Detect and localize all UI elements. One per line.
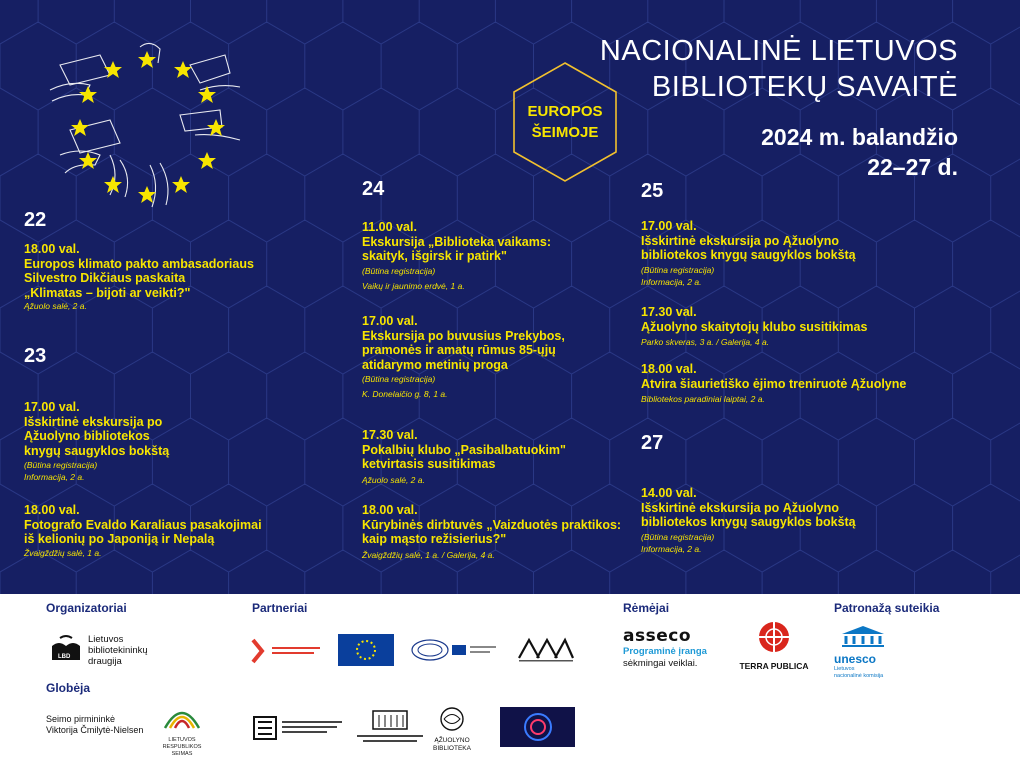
badge-text (510, 101, 620, 143)
event-location: Ąžuolo salė, 2 a. (24, 301, 87, 311)
event-time: 18.00 val. (24, 242, 80, 256)
event-23-1700 (24, 400, 324, 483)
day-27: 27 (641, 432, 664, 454)
azuolyno-circle-icon (432, 706, 472, 732)
event-title: Ekskursija „Biblioteka vaikams: skaityk, išgirsk ir patirk" (362, 234, 551, 263)
event-location: Žvaigždžių salė, 1 a. / Galerija, 4 a. (362, 549, 495, 560)
event-title: Fotografo Evaldo Karaliaus pasakojimai iš kelionių po Japoniją ir Nepalą (24, 517, 262, 546)
event-24-1100 (362, 220, 632, 292)
unesco-name: unesco (834, 652, 877, 666)
lnb-logo (355, 709, 425, 747)
night-event-image (500, 707, 575, 747)
event-location: Žvaigždžių salė, 1 a. (24, 547, 102, 558)
section-guardian: Globėja (46, 681, 91, 695)
day-24: 24 (362, 178, 385, 200)
event-22-1800 (24, 242, 324, 312)
section-sponsors: Rėmėjai (623, 601, 670, 615)
terra-globe-icon (757, 620, 791, 654)
seimas-person: Seimo pirmininkė Viktorija Čmilytė-Nielsen (46, 714, 144, 735)
seimas-label: LIETUVOS RESPUBLIKOS SEIMAS (162, 737, 202, 757)
event-title: Išskirtinė ekskursija po Ąžuolyno bibliotekos knygų saugyklos bokštą (24, 414, 170, 458)
lt-ministry-culture-logo (250, 637, 325, 665)
event-registration: (Būtina registracija) (362, 374, 436, 384)
unesco-logo (834, 624, 904, 679)
event-title: Išskirtinė ekskursija po Ąžuolyno bibliotekos knygų saugyklos bokštą (641, 233, 856, 262)
event-registration: (Būtina registracija) (641, 264, 715, 275)
event-title: Ekskursija po buvusius Prekybos, pramonės ir amatų rūmus 85-ųjų atidarymo metinių proga (362, 328, 565, 372)
event-time: 18.00 val. (362, 503, 418, 517)
lbd-logo (50, 632, 82, 664)
event-title: Atvira šiaurietiško ėjimo treniruotė Ąžuolyne (641, 376, 907, 391)
seimas-logo (152, 702, 212, 758)
event-location: Informacija, 2 a. (641, 543, 702, 554)
azuolyno-logo (432, 706, 472, 752)
eu-stars-hands-illustration (40, 35, 250, 215)
event-24-1730 (362, 428, 632, 486)
parliament-icon (410, 636, 500, 664)
event-location: Ąžuolo salė, 2 a. (362, 474, 425, 485)
event-title: Ąžuolyno skaitytojų klubo susitikimas (641, 319, 868, 334)
seimas-emblem-icon (161, 702, 203, 732)
sponsors-footer (0, 594, 1020, 765)
event-time: 17.00 val. (24, 400, 80, 414)
event-registration: (Būtina registracija) (641, 531, 715, 542)
date-line2: 22–27 d. (867, 154, 958, 180)
section-patron: Patronažą suteikia (834, 601, 940, 615)
terra-publica-logo (736, 620, 812, 671)
event-title: Pokalbių klubo „Pasibalbatuokim" ketvirtasis susitikimas (362, 442, 566, 471)
event-title: Išskirtinė ekskursija po Ąžuolyno bibliotekos knygų saugyklos bokštą (641, 500, 856, 529)
event-25-1730 (641, 305, 961, 348)
unesco-temple-icon (834, 624, 892, 648)
eu-flag-icon (338, 634, 394, 666)
badge-line2: ŠEIMOJE (531, 124, 599, 141)
asseco-logo (623, 626, 723, 670)
event-registration: (Būtina registracija) (24, 460, 98, 470)
badge-line1: EUROPOS (527, 103, 603, 120)
anka-mark-icon (515, 636, 575, 664)
azuolyno-label: ĄŽUOLYNO BIBLIOTEKA (433, 737, 471, 752)
day-23: 23 (24, 345, 47, 367)
neon-face-icon (500, 707, 575, 747)
event-time: 17.00 val. (641, 219, 697, 233)
event-location: Bibliotekos paradiniai laiptai, 2 a. (641, 394, 765, 404)
event-location: Vaikų ir jaunimo erdvė, 1 a. (362, 280, 465, 291)
event-title: Europos klimato pakto ambasadoriaus Silvestro Dikčiaus paskaita „Klimatas – bijoti ar veikti?" (24, 256, 254, 300)
event-title: Kūrybinės dirbtuvės „Vaizduotės praktikos: kaip mąsto režisierius?" (362, 517, 622, 546)
eu-parliament-logo (410, 636, 500, 664)
event-location: Parko skveras, 3 a. / Galerija, 4 a. (641, 337, 770, 347)
event-25-1800 (641, 362, 971, 405)
eu-commission-logo (338, 634, 394, 666)
event-time: 14.00 val. (641, 486, 697, 500)
event-location: Informacija, 2 a. (24, 472, 85, 482)
title-line1: NACIONALINĖ LIETUVOS (599, 35, 958, 67)
day-25: 25 (641, 180, 664, 202)
event-time: 18.00 val. (641, 362, 697, 376)
event-location: K. Donelaičio g. 8, 1 a. (362, 389, 448, 399)
event-location: Informacija, 2 a. (641, 276, 702, 287)
event-25-1700 (641, 219, 961, 288)
date-line1: 2024 m. balandžio (761, 124, 958, 150)
event-24-1700 (362, 314, 632, 400)
asseco-tag1: Programinė įranga (623, 646, 707, 657)
event-time: 17.30 val. (362, 428, 418, 442)
terra-label: TERRA PUBLICA (739, 661, 809, 671)
lsvb-logo (252, 712, 347, 742)
anka-logo (515, 636, 575, 664)
event-time: 11.00 val. (362, 220, 417, 234)
lsvb-mark-icon (252, 712, 347, 742)
title-line2: BIBLIOTEKŲ SAVAITĖ (651, 71, 958, 103)
ministry-mark-icon (250, 637, 325, 665)
event-time: 17.30 val. (641, 305, 697, 319)
event-registration: (Būtina registracija) (362, 265, 436, 276)
asseco-name: asseco (623, 626, 691, 646)
event-time: 18.00 val. (24, 503, 80, 517)
lnb-building-icon (355, 709, 425, 747)
unesco-sub: Lietuvos nacionalinė komisija (834, 666, 884, 679)
section-organizers: Organizatoriai (46, 601, 127, 615)
day-22: 22 (24, 209, 47, 231)
event-27-1400 (641, 486, 961, 555)
section-partners: Partneriai (252, 601, 308, 615)
lbd-name: Lietuvos bibliotekininkų draugija (88, 634, 148, 667)
lbd-abbr: LBD (58, 654, 71, 660)
asseco-tag2: sėkmingai veiklai. (623, 658, 698, 669)
event-23-1800 (24, 503, 324, 559)
event-24-1800 (362, 503, 642, 561)
event-time: 17.00 val. (362, 314, 418, 328)
